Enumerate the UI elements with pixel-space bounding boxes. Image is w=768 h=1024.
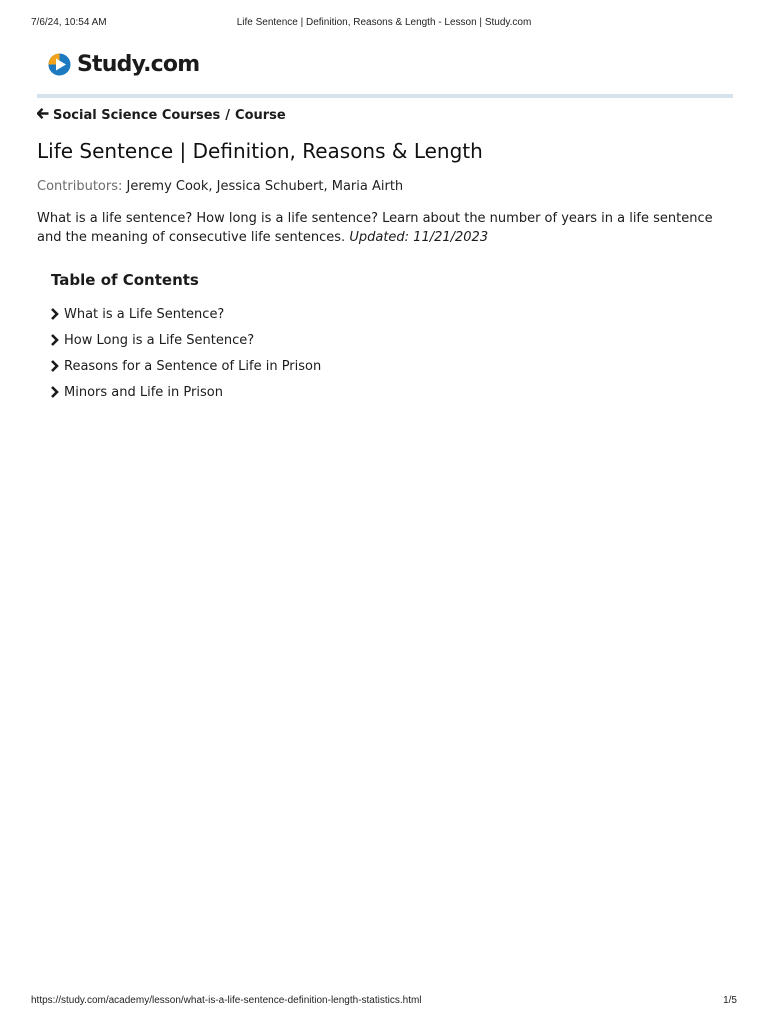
updated-date: Updated: 11/21/2023 (349, 230, 489, 245)
breadcrumb-course[interactable]: Course (235, 108, 286, 123)
chevron-right-icon (50, 308, 60, 320)
print-header (31, 17, 737, 31)
breadcrumb-separator: / (225, 108, 231, 123)
study-logo-link[interactable] (47, 52, 199, 77)
page-indicator: 1/5 (723, 995, 737, 1006)
toc-link[interactable]: Minors and Life in Prison (64, 384, 223, 400)
toc-item-what-is-a-life-sentence[interactable] (50, 301, 321, 327)
toc-link[interactable]: Reasons for a Sentence of Life in Prison (64, 358, 322, 374)
breadcrumb (37, 108, 286, 123)
arrow-left-icon[interactable] (37, 108, 49, 123)
logo-wordmark: Study.com (77, 52, 200, 77)
study-play-icon (47, 52, 72, 77)
chevron-right-icon (50, 360, 60, 372)
print-document-title: Life Sentence | Definition, Reasons & Length - Lesson | Study.com (236, 17, 532, 28)
lesson-summary (37, 209, 732, 247)
chevron-right-icon (50, 386, 60, 398)
toc-item-how-long-is-a-life-sentence[interactable] (50, 327, 321, 353)
contributors-names: Jeremy Cook, Jessica Schubert, Maria Airth (126, 179, 404, 194)
print-url: https://study.com/academy/lesson/what-is-a-life-sentence-definition-length-statistics.html (31, 995, 422, 1006)
summary-text: What is a life sentence? How long is a life sentence? Learn about the number of years in a life sentence and the meaning of consecutive life sentences. (37, 211, 713, 245)
chevron-right-icon (50, 334, 60, 346)
toc-link[interactable]: What is a Life Sentence? (64, 306, 225, 322)
contributors (37, 179, 403, 194)
toc-item-minors-and-life-in-prison[interactable] (50, 379, 321, 405)
header-divider (37, 94, 733, 98)
toc-heading: Table of Contents (51, 271, 199, 289)
page-title: Life Sentence | Definition, Reasons & Length (37, 139, 483, 163)
print-datetime: 7/6/24, 10:54 AM (31, 17, 107, 28)
breadcrumb-social-science-courses[interactable]: Social Science Courses (53, 108, 221, 123)
print-footer (31, 995, 737, 1009)
toc-item-reasons-for-life-sentence[interactable] (50, 353, 321, 379)
table-of-contents (50, 301, 321, 405)
contributors-label: Contributors: (37, 179, 123, 194)
toc-link[interactable]: How Long is a Life Sentence? (64, 332, 255, 348)
